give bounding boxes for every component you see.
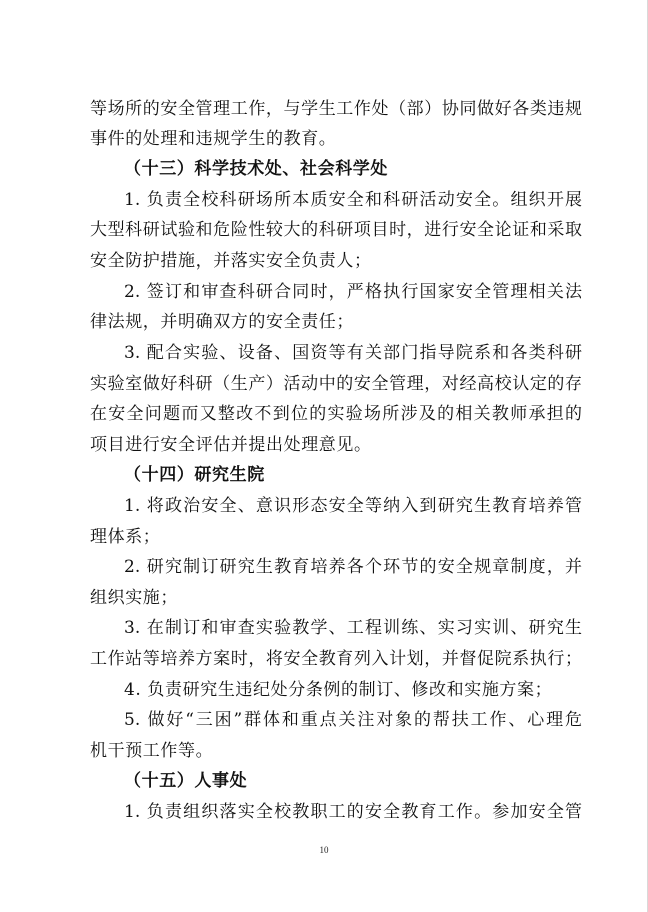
body-text-line: 5. 做好“三困”群体和重点关注对象的帮扶工作、心理危 xyxy=(124,710,582,730)
body-text-line: 1. 负责全校科研场所本质安全和科研活动安全。组织开展 xyxy=(124,190,582,210)
body-text-line: 实验室做好科研（生产）活动中的安全管理，对经高校认定的存 xyxy=(90,374,582,394)
body-text-line: 组织实施； xyxy=(90,588,178,608)
body-text-line: 4. 负责研究生违纪处分条例的制订、修改和实施方案； xyxy=(124,680,553,700)
body-text-line: 理体系； xyxy=(90,527,161,547)
body-text-line: 大型科研试验和危险性较大的科研项目时，进行安全论证和采取 xyxy=(90,220,582,240)
body-text-line: 安全防护措施，并落实安全负责人； xyxy=(90,251,372,271)
section-heading-personnel: （十五）人事处 xyxy=(124,771,248,791)
page-number: 10 xyxy=(319,845,329,855)
body-text-line: 1. 将政治安全、意识形态安全等纳入到研究生教育培养管 xyxy=(124,496,582,516)
body-text-line: 事件的处理和违规学生的教育。 xyxy=(90,129,337,149)
body-text-line: 2. 签订和审查科研合同时，严格执行国家安全管理相关法 xyxy=(124,282,582,302)
body-text-line: 在安全问题而又整改不到位的实验场所涉及的相关教师承担的 xyxy=(90,404,582,424)
body-text-line: 2. 研究制订研究生教育培养各个环节的安全规章制度，并 xyxy=(124,557,582,577)
body-text-line: 3. 配合实验、设备、国资等有关部门指导院系和各类科研 xyxy=(124,343,582,363)
body-text-line: 项目进行安全评估并提出处理意见。 xyxy=(90,435,372,455)
section-heading-science-technology: （十三）科学技术处、社会科学处 xyxy=(124,159,388,179)
body-text-line: 1. 负责组织落实全校教职工的安全教育工作。参加安全管 xyxy=(124,802,582,822)
body-text-line: 等场所的安全管理工作，与学生工作处（部）协同做好各类违规 xyxy=(90,99,582,119)
body-text-line: 工作站等培养方案时，将安全教育列入计划，并督促院系执行； xyxy=(90,649,582,669)
body-text-line: 律法规，并明确双方的安全责任； xyxy=(90,312,354,332)
body-text-line: 机干预工作等。 xyxy=(90,741,214,761)
body-text-line: 3. 在制订和审查实验教学、工程训练、实习实训、研究生 xyxy=(124,618,582,638)
section-heading-graduate-school: （十四）研究生院 xyxy=(124,465,265,485)
